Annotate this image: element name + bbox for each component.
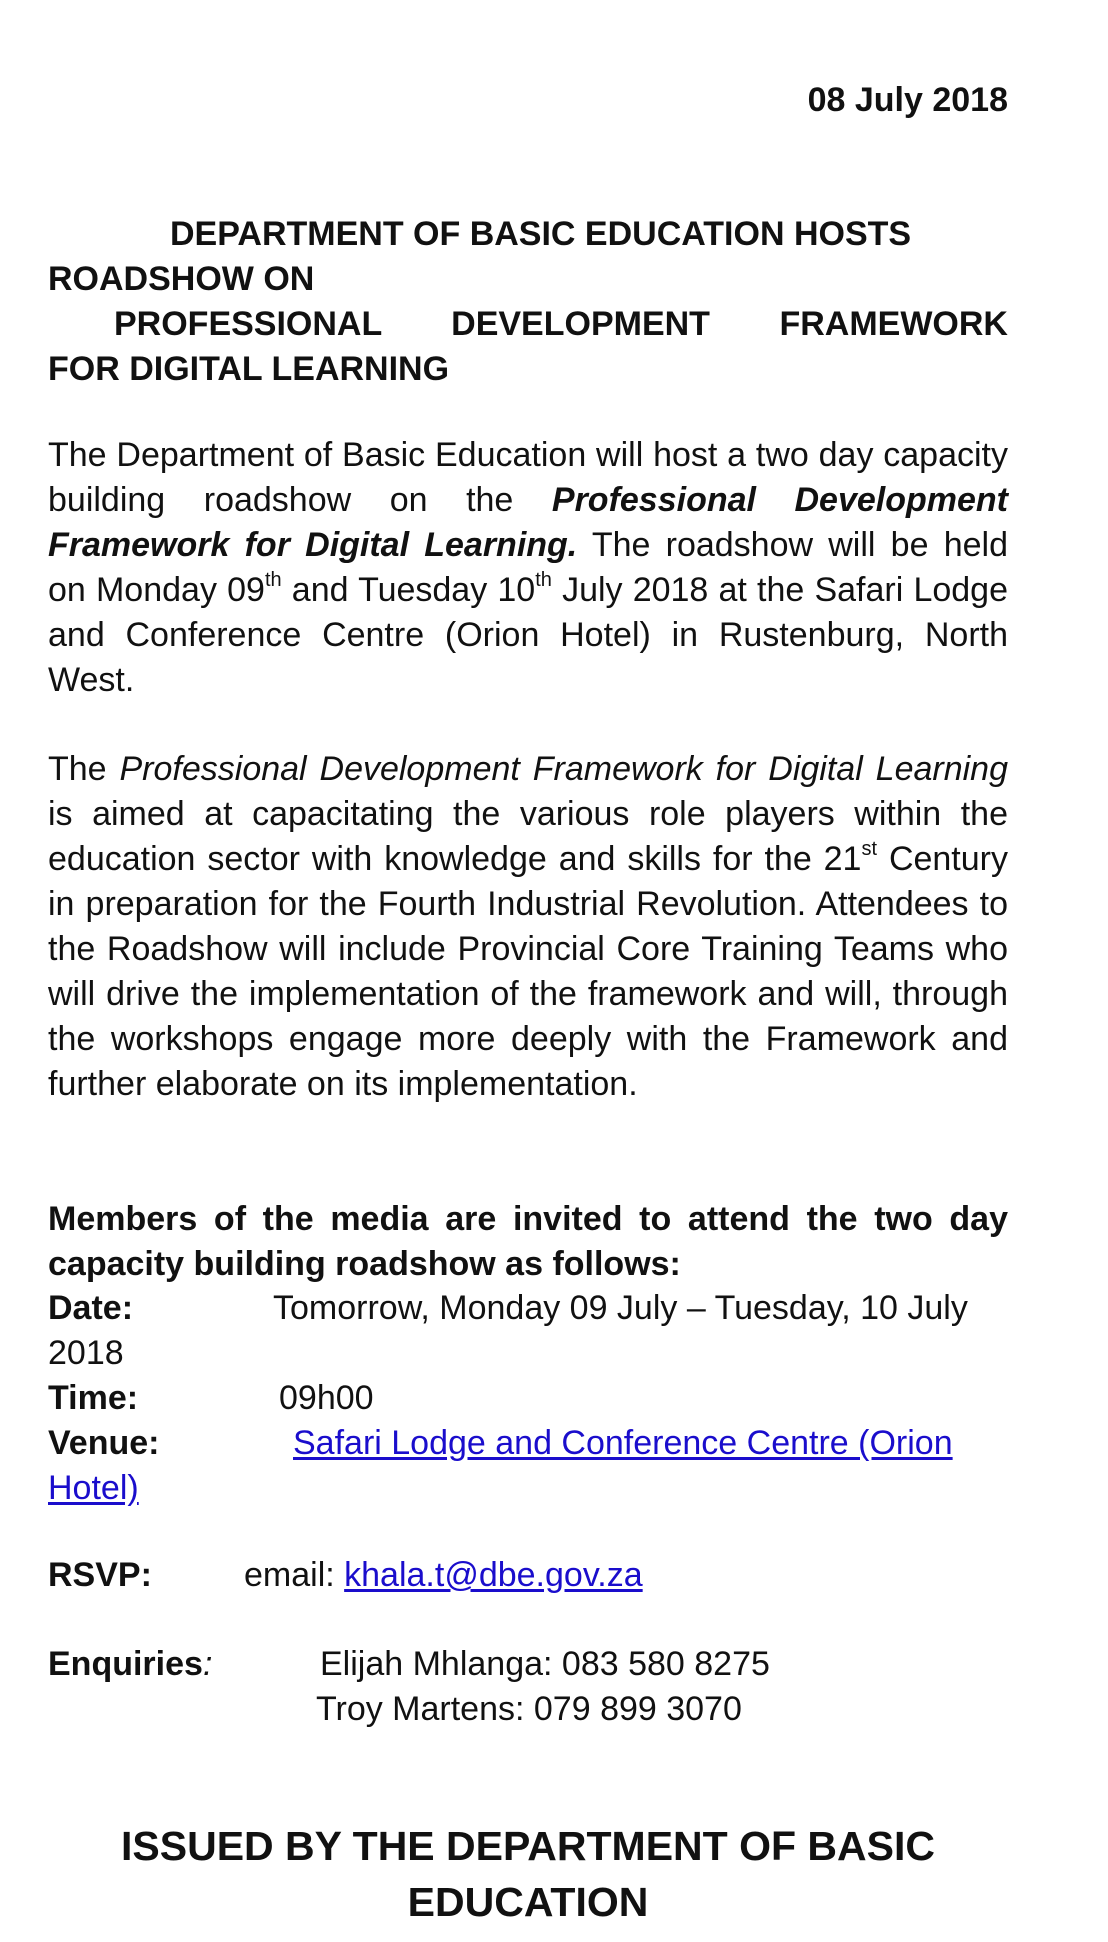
- paragraph1-part1: The Department of Basic Education will host a two day capacity building roadshow on the: [48, 436, 1008, 519]
- rsvp-email-link[interactable]: khala.t@dbe.gov.za: [344, 1556, 643, 1594]
- paragraph1-part4: July 2018 at the Safari Lodge and Conference Centre (Orion Hotel) in Rustenburg, North West.: [48, 571, 1008, 699]
- paragraph1-part2: The roadshow will be held on Monday 09: [48, 526, 1008, 609]
- paragraph-framework-aim: [48, 747, 1008, 1107]
- paragraph1-sup1: th: [264, 569, 282, 591]
- enquiries-contact-1: Elijah Mhlanga: 083 580 8275: [320, 1645, 770, 1683]
- paragraph2-part1: The: [48, 750, 120, 788]
- date-row: [48, 1286, 1008, 1376]
- paragraph-announcement: [48, 433, 1008, 703]
- enquiries-label-wrap: [48, 1642, 320, 1687]
- time-label: Time:: [48, 1379, 139, 1417]
- media-invitation: Members of the media are invited to attend the two day capacity building roadshow as follows:: [48, 1200, 1008, 1283]
- paragraph1-part3: and Tuesday 10: [281, 571, 536, 609]
- time-row: [48, 1376, 1008, 1421]
- headline-line-3: [48, 302, 1008, 347]
- headline-line-1-text: DEPARTMENT OF BASIC EDUCATION HOSTS: [170, 215, 912, 253]
- enquiries-row-1: [48, 1642, 1008, 1687]
- issued-by-footer: [48, 1818, 1008, 1930]
- headline-line-3-text: PROFESSIONAL DEVELOPMENT FRAMEWORK: [114, 305, 1008, 343]
- footer-line-1: ISSUED BY THE DEPARTMENT OF BASIC: [121, 1823, 935, 1869]
- enquiries-colon: :: [202, 1645, 213, 1683]
- footer-line-2: EDUCATION: [407, 1879, 649, 1925]
- paragraph2-sup: st: [861, 838, 878, 860]
- headline-line-4: FOR DIGITAL LEARNING: [48, 350, 450, 388]
- paragraph1-sup2: th: [535, 569, 552, 591]
- venue-label: Venue:: [48, 1424, 160, 1462]
- enquiries: [48, 1642, 1008, 1732]
- rsvp-row: [48, 1553, 1008, 1598]
- headline-line-2: ROADSHOW ON: [48, 260, 315, 298]
- paragraph2-part2: is aimed at capacitating the various role players within the education sector with knowledge and skills for the 21: [48, 795, 1008, 878]
- headline-line-1: [48, 212, 1008, 257]
- enquiries-label: Enquiries: [48, 1645, 203, 1683]
- rsvp-label: RSVP:: [48, 1556, 152, 1594]
- date-value: Tomorrow, Monday 09 July – Tuesday, 10 July 2018: [48, 1289, 968, 1372]
- paragraph2-part3: Century in preparation for the Fourth Industrial Revolution. Attendees to the Roadshow will include Provincial Core Training Teams who will drive the implementation of the framework and will, through the workshops engage more deeply with the Framework and further elaborate on its implementation.: [48, 840, 1008, 1103]
- rsvp-prefix: email:: [244, 1556, 345, 1594]
- paragraph1-framework-title: Professional Development Framework for Digital Learning.: [48, 481, 1008, 564]
- paragraph2-framework-title: Professional Development Framework for Digital Learning: [119, 750, 1008, 788]
- event-details: [48, 1286, 1008, 1511]
- time-value: 09h00: [279, 1379, 374, 1417]
- release-date: 08 July 2018: [807, 81, 1008, 119]
- headline: [48, 212, 1008, 392]
- date-label: Date:: [48, 1289, 134, 1327]
- venue-row: [48, 1421, 1008, 1511]
- enquiries-contact-2: Troy Martens: 079 899 3070: [316, 1690, 742, 1728]
- venue-link[interactable]: Safari Lodge and Conference Centre (Orion Hotel): [48, 1424, 953, 1507]
